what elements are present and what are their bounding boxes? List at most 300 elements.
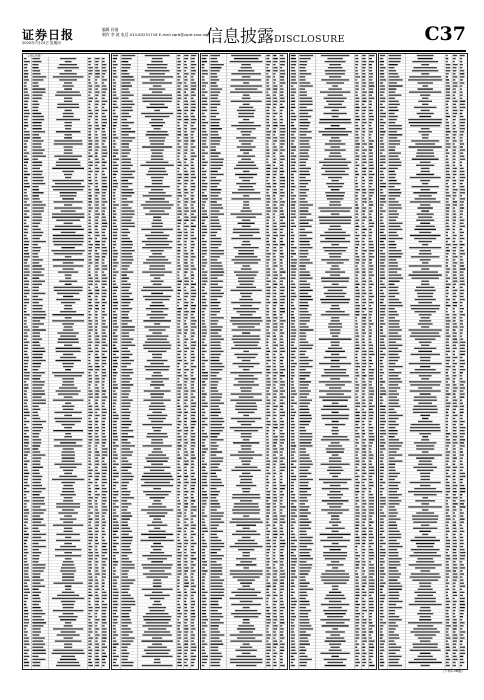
table-row xyxy=(23,543,109,545)
cell-text-mark xyxy=(280,470,284,471)
cell-text-mark xyxy=(184,552,186,553)
cell-text-mark xyxy=(273,433,275,434)
cell-text-mark xyxy=(191,579,194,580)
table-row xyxy=(112,430,198,432)
table-row xyxy=(112,308,198,310)
cell-text-mark xyxy=(24,122,28,123)
table-row xyxy=(201,384,287,386)
cell-text-mark xyxy=(202,61,207,62)
table-row xyxy=(23,354,109,356)
cell-text-mark xyxy=(191,366,196,367)
cell-text-mark xyxy=(273,387,276,388)
cell-text-mark xyxy=(152,644,162,645)
cell-text-mark xyxy=(202,278,208,279)
cell-text-mark xyxy=(362,61,366,62)
cell-text-mark xyxy=(191,58,195,59)
cell-text-mark xyxy=(266,210,270,211)
table-row xyxy=(201,601,287,603)
cell-text-mark xyxy=(113,592,119,593)
cell-text-mark xyxy=(191,305,196,306)
cell-text-mark xyxy=(202,427,205,428)
cell-text-mark xyxy=(210,354,220,355)
cell-text-mark xyxy=(184,131,187,132)
cell-text-mark xyxy=(102,274,106,275)
cell-text-mark xyxy=(88,503,92,504)
cell-text-mark xyxy=(95,119,98,120)
cell-text-mark xyxy=(88,482,92,483)
cell-text-mark xyxy=(280,55,283,56)
cell-text-mark xyxy=(102,149,107,150)
cell-text-mark xyxy=(102,229,106,230)
cell-text-mark xyxy=(177,647,181,648)
cell-text-mark xyxy=(24,601,27,602)
cell-text-mark xyxy=(61,210,76,211)
cell-text-mark xyxy=(191,619,195,620)
cell-text-mark xyxy=(177,140,181,141)
cell-text-mark xyxy=(184,156,186,157)
table-row xyxy=(23,61,109,63)
cell-text-mark xyxy=(63,500,73,501)
cell-text-mark xyxy=(121,662,133,663)
cell-text-mark xyxy=(121,387,130,388)
cell-text-mark xyxy=(280,622,284,623)
cell-text-mark xyxy=(234,616,258,617)
cell-text-mark xyxy=(202,76,205,77)
cell-text-mark xyxy=(24,293,30,294)
cell-text-mark xyxy=(24,473,30,474)
table-row xyxy=(112,576,198,578)
cell-text-mark xyxy=(32,241,45,242)
cell-text-mark xyxy=(113,290,117,291)
cell-text-mark xyxy=(184,116,188,117)
cell-text-mark xyxy=(177,604,180,605)
cell-text-mark xyxy=(202,91,208,92)
cell-text-mark xyxy=(141,229,173,230)
cell-text-mark xyxy=(32,659,45,660)
cell-text-mark xyxy=(273,229,277,230)
cell-text-mark xyxy=(113,204,119,205)
cell-text-mark xyxy=(177,375,182,376)
cell-text-mark xyxy=(191,409,195,410)
table-row xyxy=(201,488,287,490)
table-row xyxy=(112,339,198,341)
cell-text-mark xyxy=(241,445,252,446)
cell-text-mark xyxy=(369,64,372,65)
cell-text-mark xyxy=(191,470,193,471)
cell-text-mark xyxy=(32,561,38,562)
cell-text-mark xyxy=(184,637,187,638)
cell-text-mark xyxy=(32,366,40,367)
cell-text-mark xyxy=(152,58,163,59)
cell-text-mark xyxy=(88,518,92,519)
table-row xyxy=(112,534,198,536)
cell-text-mark xyxy=(210,165,223,166)
cell-text-mark xyxy=(113,244,117,245)
cell-text-mark xyxy=(202,326,207,327)
cell-text-mark xyxy=(266,299,269,300)
cell-text-mark xyxy=(102,640,106,641)
cell-text-mark xyxy=(273,67,277,68)
cell-text-mark xyxy=(64,308,73,309)
table-row xyxy=(201,625,287,627)
cell-text-mark xyxy=(202,637,206,638)
cell-text-mark xyxy=(102,134,106,135)
table-row xyxy=(112,159,198,161)
cell-text-mark xyxy=(280,412,285,413)
cell-text-mark xyxy=(280,522,285,523)
cell-text-mark xyxy=(24,357,29,358)
table-row xyxy=(112,241,198,243)
cell-text-mark xyxy=(184,415,187,416)
cell-text-mark xyxy=(32,171,42,172)
cell-text-mark xyxy=(184,137,188,138)
cell-text-mark xyxy=(88,82,91,83)
cell-text-mark xyxy=(65,256,72,257)
cell-text-mark xyxy=(202,424,208,425)
cell-text-mark xyxy=(273,561,277,562)
cell-text-mark xyxy=(32,454,45,455)
cell-text-mark xyxy=(61,247,74,248)
cell-text-mark xyxy=(32,88,45,89)
cell-text-mark xyxy=(63,366,73,367)
cell-text-mark xyxy=(24,451,30,452)
cell-text-mark xyxy=(102,512,106,513)
cell-text-mark xyxy=(95,174,97,175)
cell-text-mark xyxy=(280,152,282,153)
cell-text-mark xyxy=(202,625,208,626)
cell-text-mark xyxy=(191,186,195,187)
table-row xyxy=(112,583,198,585)
cell-text-mark xyxy=(88,131,91,132)
table-row xyxy=(112,149,198,151)
cell-text-mark xyxy=(280,378,282,379)
cell-text-mark xyxy=(191,436,195,437)
cell-text-mark xyxy=(95,113,98,114)
cell-text-mark xyxy=(235,406,257,407)
cell-text-mark xyxy=(32,445,40,446)
cell-text-mark xyxy=(191,567,194,568)
cell-text-mark xyxy=(24,647,27,648)
cell-text-mark xyxy=(88,241,91,242)
cell-text-mark xyxy=(184,329,188,330)
cell-text-mark xyxy=(191,592,196,593)
cell-text-mark xyxy=(280,253,283,254)
cell-text-mark xyxy=(273,424,278,425)
cell-text-mark xyxy=(210,171,217,172)
cell-text-mark xyxy=(266,76,270,77)
cell-text-mark xyxy=(280,339,283,340)
cell-text-mark xyxy=(177,287,180,288)
cell-text-mark xyxy=(369,101,372,102)
cell-text-mark xyxy=(239,396,254,397)
cell-text-mark xyxy=(177,323,180,324)
cell-text-mark xyxy=(191,268,196,269)
cell-text-mark xyxy=(102,427,105,428)
cell-text-mark xyxy=(95,339,99,340)
cell-text-mark xyxy=(239,375,254,376)
cell-text-mark xyxy=(32,180,43,181)
cell-text-mark xyxy=(95,653,98,654)
cell-text-mark xyxy=(53,201,82,202)
cell-text-mark xyxy=(210,631,219,632)
cell-text-mark xyxy=(369,82,374,83)
cell-text-mark xyxy=(202,134,208,135)
table-row xyxy=(201,210,287,212)
table-row xyxy=(23,424,109,426)
table-row xyxy=(201,320,287,322)
cell-text-mark xyxy=(24,256,30,257)
cell-text-mark xyxy=(210,579,224,580)
cell-text-mark xyxy=(210,439,223,440)
cell-text-mark xyxy=(273,534,277,535)
cell-text-mark xyxy=(243,195,249,196)
table-row xyxy=(23,390,109,392)
table-row xyxy=(112,348,198,350)
cell-text-mark xyxy=(95,134,98,135)
cell-text-mark xyxy=(143,207,171,208)
cell-text-mark xyxy=(280,607,285,608)
cell-text-mark xyxy=(121,220,131,221)
cell-text-mark xyxy=(32,576,40,577)
cell-text-mark xyxy=(88,342,92,343)
cell-text-mark xyxy=(63,448,74,449)
cell-text-mark xyxy=(266,604,268,605)
cell-text-mark xyxy=(238,589,255,590)
cell-text-mark xyxy=(141,76,173,77)
cell-text-mark xyxy=(32,381,45,382)
cell-text-mark xyxy=(280,409,283,410)
cell-text-mark xyxy=(177,378,179,379)
cell-text-mark xyxy=(102,653,106,654)
cell-text-mark xyxy=(145,201,169,202)
cell-text-mark xyxy=(266,616,270,617)
cell-text-mark xyxy=(113,64,118,65)
cell-text-mark xyxy=(52,320,84,321)
cell-text-mark xyxy=(153,579,161,580)
cell-text-mark xyxy=(280,421,284,422)
cell-text-mark xyxy=(63,485,72,486)
cell-text-mark xyxy=(32,101,38,102)
cell-text-mark xyxy=(191,659,195,660)
cell-text-mark xyxy=(121,131,135,132)
cell-text-mark xyxy=(95,622,98,623)
cell-text-mark xyxy=(237,357,256,358)
cell-text-mark xyxy=(113,503,116,504)
cell-text-mark xyxy=(184,180,188,181)
cell-text-mark xyxy=(266,284,268,285)
cell-text-mark xyxy=(202,198,208,199)
table-row xyxy=(201,665,287,667)
cell-text-mark xyxy=(184,220,189,221)
table-row xyxy=(201,366,287,368)
table-row xyxy=(23,177,109,179)
cell-text-mark xyxy=(54,290,83,291)
cell-text-mark xyxy=(88,604,91,605)
cell-text-mark xyxy=(240,314,253,315)
cell-text-mark xyxy=(32,253,38,254)
cell-text-mark xyxy=(230,546,263,547)
cell-text-mark xyxy=(121,613,129,614)
table-row xyxy=(112,546,198,548)
cell-text-mark xyxy=(202,232,207,233)
cell-text-mark xyxy=(273,192,277,193)
cell-text-mark xyxy=(236,531,257,532)
cell-text-mark xyxy=(280,415,285,416)
cell-text-mark xyxy=(32,384,44,385)
cell-text-mark xyxy=(24,110,29,111)
cell-text-mark xyxy=(191,601,195,602)
cell-text-mark xyxy=(210,515,223,516)
cell-text-mark xyxy=(299,61,307,62)
cell-text-mark xyxy=(266,366,270,367)
cell-text-mark xyxy=(32,268,44,269)
table-row xyxy=(112,537,198,539)
cell-text-mark xyxy=(113,375,117,376)
cell-text-mark xyxy=(64,415,72,416)
cell-text-mark xyxy=(266,607,270,608)
cell-text-mark xyxy=(299,70,306,71)
cell-text-mark xyxy=(210,549,221,550)
cell-text-mark xyxy=(24,637,29,638)
cell-text-mark xyxy=(95,183,98,184)
cell-text-mark xyxy=(210,473,216,474)
cell-text-mark xyxy=(88,213,90,214)
table-row xyxy=(23,640,109,642)
cell-text-mark xyxy=(32,607,40,608)
table-row xyxy=(201,61,287,63)
cell-text-mark xyxy=(280,634,283,635)
cell-text-mark xyxy=(184,592,187,593)
cell-text-mark xyxy=(32,85,38,86)
cell-text-mark xyxy=(362,88,365,89)
cell-text-mark xyxy=(88,537,93,538)
table-row xyxy=(23,180,109,182)
cell-text-mark xyxy=(32,625,43,626)
cell-text-mark xyxy=(280,665,285,666)
cell-text-mark xyxy=(177,372,180,373)
cell-text-mark xyxy=(184,583,189,584)
cell-text-mark xyxy=(273,564,275,565)
cell-text-mark xyxy=(273,598,275,599)
cell-text-mark xyxy=(121,634,128,635)
cell-text-mark xyxy=(32,555,39,556)
cell-text-mark xyxy=(191,403,196,404)
cell-text-mark xyxy=(24,448,30,449)
cell-text-mark xyxy=(95,73,100,74)
cell-text-mark xyxy=(32,485,42,486)
cell-text-mark xyxy=(273,586,276,587)
cell-text-mark xyxy=(266,381,270,382)
cell-text-mark xyxy=(95,375,98,376)
cell-text-mark xyxy=(88,512,93,513)
cell-text-mark xyxy=(32,442,41,443)
cell-text-mark xyxy=(95,451,99,452)
cell-text-mark xyxy=(95,494,100,495)
cell-text-mark xyxy=(53,430,83,431)
cell-text-mark xyxy=(184,522,186,523)
cell-text-mark xyxy=(177,296,180,297)
cell-text-mark xyxy=(64,647,72,648)
cell-text-mark xyxy=(24,61,30,62)
cell-text-mark xyxy=(102,323,105,324)
cell-text-mark xyxy=(191,122,195,123)
cell-text-mark xyxy=(241,64,250,65)
table-row xyxy=(23,134,109,136)
table-row xyxy=(112,238,198,240)
cell-text-mark xyxy=(102,299,105,300)
cell-text-mark xyxy=(102,518,105,519)
cell-text-mark xyxy=(102,140,106,141)
cell-text-mark xyxy=(273,168,278,169)
cell-text-mark xyxy=(184,543,188,544)
cell-text-mark xyxy=(202,226,207,227)
table-row xyxy=(23,656,109,658)
cell-text-mark xyxy=(62,592,74,593)
cell-text-mark xyxy=(177,101,180,102)
cell-text-mark xyxy=(233,384,258,385)
cell-text-mark xyxy=(63,381,74,382)
cell-text-mark xyxy=(210,201,216,202)
cell-text-mark xyxy=(191,540,194,541)
table-row xyxy=(23,143,109,145)
table-row xyxy=(112,195,198,197)
cell-text-mark xyxy=(113,601,118,602)
cell-text-mark xyxy=(102,549,107,550)
cell-text-mark xyxy=(150,610,165,611)
cell-text-mark xyxy=(24,467,27,468)
cell-text-mark xyxy=(121,442,130,443)
cell-text-mark xyxy=(32,220,42,221)
cell-text-mark xyxy=(273,278,277,279)
cell-text-mark xyxy=(324,98,347,99)
cell-text-mark xyxy=(64,98,72,99)
cell-text-mark xyxy=(266,253,270,254)
table-row xyxy=(23,586,109,588)
cell-text-mark xyxy=(32,616,41,617)
cell-text-mark xyxy=(95,204,99,205)
cell-text-mark xyxy=(24,534,29,535)
table-row xyxy=(23,314,109,316)
cell-text-mark xyxy=(191,555,194,556)
cell-text-mark xyxy=(266,656,270,657)
cell-text-mark xyxy=(273,274,278,275)
cell-text-mark xyxy=(121,494,129,495)
cell-text-mark xyxy=(202,171,207,172)
table-row xyxy=(201,509,287,511)
cell-text-mark xyxy=(102,326,107,327)
cell-text-mark xyxy=(266,628,268,629)
cell-text-mark xyxy=(56,220,80,221)
cell-text-mark xyxy=(362,101,366,102)
cell-text-mark xyxy=(273,232,277,233)
cell-text-mark xyxy=(121,116,131,117)
table-row xyxy=(112,311,198,313)
cell-text-mark xyxy=(273,143,275,144)
cell-text-mark xyxy=(243,104,250,105)
cell-text-mark xyxy=(102,503,106,504)
table-row xyxy=(201,116,287,118)
cell-text-mark xyxy=(210,540,221,541)
cell-text-mark xyxy=(266,461,270,462)
cell-text-mark xyxy=(64,552,72,553)
table-row xyxy=(201,302,287,304)
cell-text-mark xyxy=(102,95,105,96)
cell-text-mark xyxy=(202,631,206,632)
cell-text-mark xyxy=(266,332,270,333)
cell-text-mark xyxy=(177,259,180,260)
cell-text-mark xyxy=(154,528,160,529)
cell-text-mark xyxy=(121,622,131,623)
